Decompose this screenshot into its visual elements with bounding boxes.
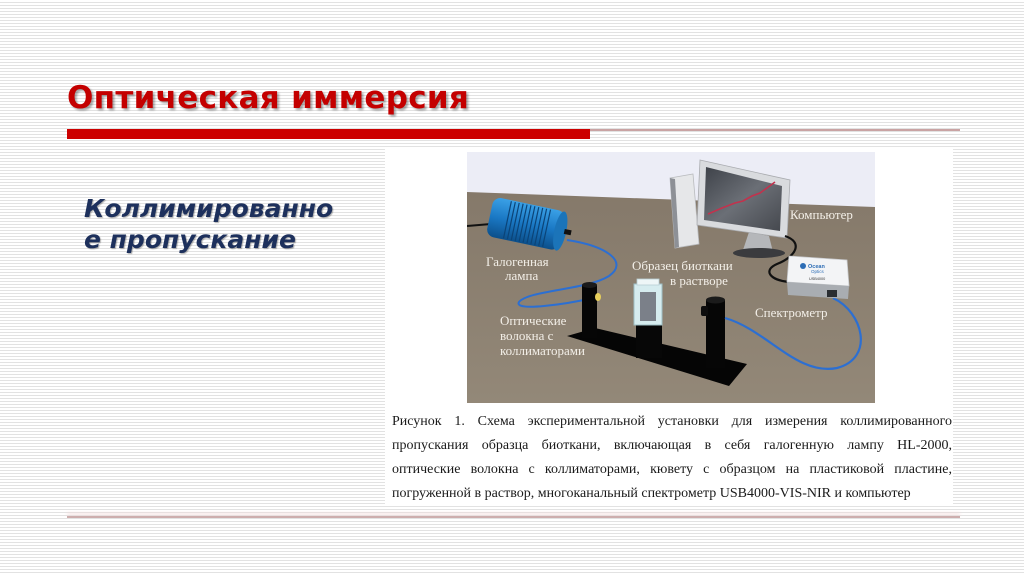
brand-text: Ocean	[808, 264, 825, 270]
figure-panel	[385, 148, 953, 505]
ocean-optics-logo-icon	[800, 263, 806, 269]
title-underline-thin	[590, 129, 960, 131]
label-fibers-3: коллиматорами	[500, 343, 585, 358]
label-fibers-2: волокна с	[500, 328, 554, 343]
label-sample-2: в растворе	[670, 273, 728, 288]
subtitle	[84, 193, 384, 255]
figure-caption	[392, 410, 952, 506]
spectrometer-icon	[787, 256, 849, 299]
label-lamp-1: Галогенная	[486, 254, 549, 269]
label-spectrometer: Спектрометр	[755, 305, 828, 320]
title-underline-bar	[67, 129, 590, 139]
cuvette-sample-icon	[634, 279, 662, 358]
label-lamp-2: лампа	[505, 268, 539, 283]
experimental-setup-illustration	[467, 152, 875, 403]
caption-line: Рисунок 1. Схема экспериментальной установки для измерения коллимированного	[392, 414, 952, 429]
slide-title: Оптическая иммерсия	[67, 80, 470, 116]
subtitle-line-2: е пропускание	[84, 225, 296, 254]
brand-text-2: Optics	[811, 269, 824, 274]
model-text: USB4000	[809, 277, 826, 281]
caption-line: оптические волокна с коллиматорами, кювету с образцом на пластиковой пластине,	[392, 462, 952, 477]
label-fibers-1: Оптические	[500, 313, 567, 328]
subtitle-line-1: Коллимированно	[84, 194, 334, 223]
caption-line: погруженной в раствор, многоканальный спектрометр USB4000-VIS-NIR и компьютер	[392, 486, 911, 501]
label-computer: Компьютер	[790, 207, 853, 222]
label-sample-1: Образец биоткани	[632, 258, 733, 273]
caption-line: пропускания образца биоткани, включающая в себя галогенную лампу HL-2000,	[392, 438, 952, 453]
footer-divider	[67, 516, 960, 518]
